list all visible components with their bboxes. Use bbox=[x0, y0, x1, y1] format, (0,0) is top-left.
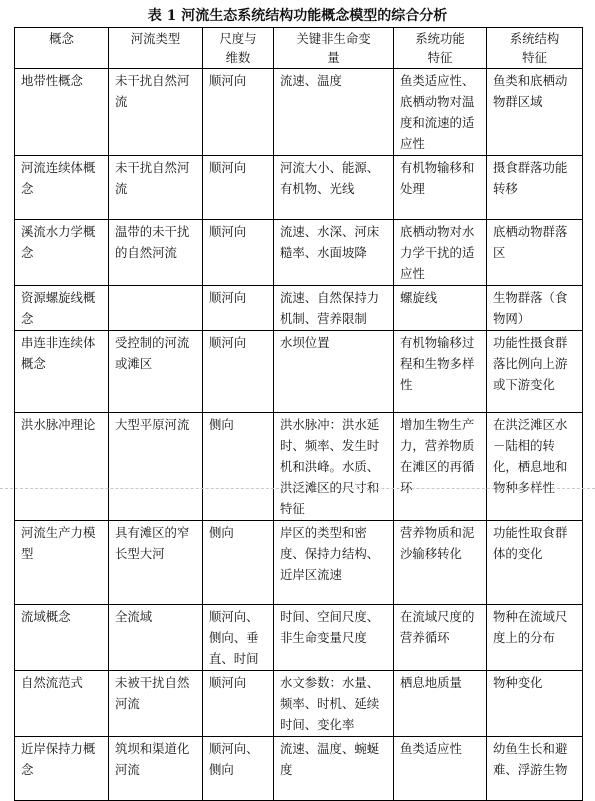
table-row bbox=[15, 156, 583, 220]
cell-key-factors: 岸区的类型和密度、保持力结构、近岸区流速 bbox=[274, 521, 394, 605]
page-break-line bbox=[0, 488, 595, 489]
table-row bbox=[15, 69, 583, 156]
cell-function: 鱼类适应性、底栖动物对温度和流速的适应性 bbox=[394, 69, 487, 156]
cell-river-type: 未干扰自然河流 bbox=[109, 69, 203, 156]
table-row bbox=[15, 671, 583, 737]
cell-key-factors: 流速、温度 bbox=[274, 69, 394, 156]
header-structure: 系统结构 特征 bbox=[487, 28, 583, 69]
cell-structure: 功能性摄食群落比例向上游或下游变化 bbox=[487, 331, 583, 413]
cell-concept: 地带性概念 bbox=[15, 69, 109, 156]
cell-scale: 顺河向 bbox=[203, 156, 274, 220]
cell-function: 在流域尺度的营养循环 bbox=[394, 605, 487, 671]
cell-river-type: 未干扰自然河流 bbox=[109, 156, 203, 220]
cell-key-factors: 洪水脉冲：洪水延时、频率、发生时机和洪峰。水质、洪泛滩区的尺寸和特征 bbox=[274, 413, 394, 521]
cell-river-type: 受控制的河流或滩区 bbox=[109, 331, 203, 413]
cell-key-factors: 水坝位置 bbox=[274, 331, 394, 413]
cell-scale: 顺河向 bbox=[203, 69, 274, 156]
cell-concept: 河流连续体概念 bbox=[15, 156, 109, 220]
cell-river-type: 温带的未干扰的自然河流 bbox=[109, 220, 203, 286]
cell-structure: 在洪泛滩区水－陆相的转化，栖息地和物种多样性 bbox=[487, 413, 583, 521]
header-function: 系统功能 特征 bbox=[394, 28, 487, 69]
cell-river-type bbox=[109, 286, 203, 331]
header-river-type: 河流类型 bbox=[109, 28, 203, 69]
cell-key-factors: 水文参数：水量、频率、时机、延续时间、变化率 bbox=[274, 671, 394, 737]
table-row bbox=[15, 220, 583, 286]
cell-structure: 摄食群落功能转移 bbox=[487, 156, 583, 220]
header-concept: 概念 bbox=[15, 28, 109, 69]
cell-scale: 顺河向 bbox=[203, 671, 274, 737]
cell-structure: 底栖动物群落区 bbox=[487, 220, 583, 286]
cell-function: 螺旋线 bbox=[394, 286, 487, 331]
table-row bbox=[15, 413, 583, 521]
cell-concept: 河流生产力模型 bbox=[15, 521, 109, 605]
cell-key-factors: 流速、自然保持力机制、营养限制 bbox=[274, 286, 394, 331]
cell-structure: 生物群落（食物网） bbox=[487, 286, 583, 331]
cell-scale: 顺河向、侧向 bbox=[203, 737, 274, 801]
cell-river-type: 筑坝和渠道化河流 bbox=[109, 737, 203, 801]
cell-key-factors: 河流大小、能源、有机物、光线 bbox=[274, 156, 394, 220]
table-row bbox=[15, 286, 583, 331]
cell-scale: 侧向 bbox=[203, 413, 274, 521]
analysis-table bbox=[14, 27, 583, 801]
table-title: 表 1 河流生态系统结构功能概念模型的综合分析 bbox=[147, 8, 448, 24]
cell-function: 栖息地质量 bbox=[394, 671, 487, 737]
cell-scale: 侧向 bbox=[203, 521, 274, 605]
cell-concept: 串连非连续体概念 bbox=[15, 331, 109, 413]
cell-key-factors: 时间、空间尺度、非生命变量尺度 bbox=[274, 605, 394, 671]
cell-river-type: 大型平原河流 bbox=[109, 413, 203, 521]
cell-scale: 顺河向 bbox=[203, 286, 274, 331]
cell-scale: 顺河向、侧向、垂直、时间 bbox=[203, 605, 274, 671]
table-row bbox=[15, 331, 583, 413]
cell-river-type: 全流域 bbox=[109, 605, 203, 671]
header-row bbox=[15, 28, 583, 69]
cell-concept: 流域概念 bbox=[15, 605, 109, 671]
cell-function: 营养物质和泥沙输移转化 bbox=[394, 521, 487, 605]
cell-scale: 顺河向 bbox=[203, 331, 274, 413]
cell-scale: 顺河向 bbox=[203, 220, 274, 286]
cell-concept: 洪水脉冲理论 bbox=[15, 413, 109, 521]
cell-function: 增加生物生产力，营养物质在滩区的再循环 bbox=[394, 413, 487, 521]
cell-structure: 物种变化 bbox=[487, 671, 583, 737]
cell-structure: 鱼类和底栖动物群区域 bbox=[487, 69, 583, 156]
cell-concept: 自然流范式 bbox=[15, 671, 109, 737]
cell-key-factors: 流速、温度、蜿蜒度 bbox=[274, 737, 394, 801]
header-scale: 尺度与 维数 bbox=[203, 28, 274, 69]
cell-concept: 近岸保持力概念 bbox=[15, 737, 109, 801]
cell-function: 有机物输移过程和生物多样性 bbox=[394, 331, 487, 413]
cell-function: 底栖动物对水力学干扰的适应性 bbox=[394, 220, 487, 286]
table-row bbox=[15, 605, 583, 671]
cell-concept: 溪流水力学概念 bbox=[15, 220, 109, 286]
cell-function: 有机物输移和处理 bbox=[394, 156, 487, 220]
cell-river-type: 未被干扰自然河流 bbox=[109, 671, 203, 737]
cell-structure: 功能性取食群体的变化 bbox=[487, 521, 583, 605]
cell-key-factors: 流速、水深、河床糙率、水面坡降 bbox=[274, 220, 394, 286]
cell-structure: 物种在流域尺度上的分布 bbox=[487, 605, 583, 671]
cell-structure: 幼鱼生长和避难、浮游生物 bbox=[487, 737, 583, 801]
cell-river-type: 具有滩区的窄长型大河 bbox=[109, 521, 203, 605]
table-row bbox=[15, 737, 583, 801]
cell-function: 鱼类适应性 bbox=[394, 737, 487, 801]
header-key-factors: 关键非生命变 量 bbox=[274, 28, 394, 69]
table-row bbox=[15, 521, 583, 605]
cell-concept: 资源螺旋线概念 bbox=[15, 286, 109, 331]
